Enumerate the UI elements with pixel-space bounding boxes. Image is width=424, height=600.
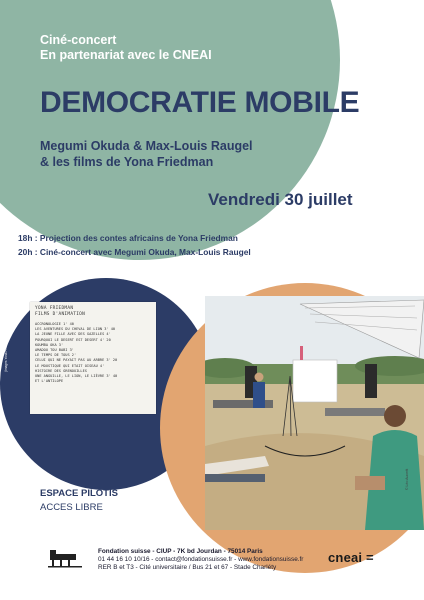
schedule-time: 18h : <box>18 233 38 243</box>
sheet-line: LE MOUSTIQUE QUI ETAIT OISEAU 4' <box>35 363 105 368</box>
schedule-list <box>18 231 251 259</box>
schedule-time: 20h : <box>18 247 38 257</box>
partnership-line: En partenariat avec le CNEAI <box>40 48 212 62</box>
outdoor-stage-photo <box>205 296 424 530</box>
footer-transport: RER B et T3 - Cité universitaire / Bus 21 et 67 - Stade Charléty <box>98 564 277 572</box>
artists-line: & les films de Yona Friedman <box>40 155 214 169</box>
schedule-item <box>18 231 251 245</box>
sheet-line: UNE ANGUILLE, LE LION, LE LIÈVRE 3' 40 <box>35 374 118 379</box>
entry-info: ACCES LIBRE <box>40 502 103 513</box>
page-title: DEMOCRATIE MOBILE <box>40 86 360 119</box>
sheet-image-credit: (Images Yona Friedman) <box>4 337 8 372</box>
concert-photo <box>205 296 424 530</box>
handwritten-film-list <box>30 302 156 414</box>
sheet-line: POURQUOI LE DESERT EST DESERT 4' 20 <box>35 337 111 342</box>
schedule-label: Projection des contes africains de Yona Friedman <box>39 233 238 243</box>
sheet-line: LES AVENTURES DU CHEVAL DE LION 3' 40 <box>35 327 116 332</box>
sheet-heading: FILMS D'ANIMATION <box>35 312 86 317</box>
sheet-line: LA JEUNE FILLE AVEC DES GAZELLES 4' <box>35 332 111 337</box>
photo-credit: © Léo Aucertt <box>405 468 409 490</box>
artists-line: Megumi Okuda & Max-Louis Raugel <box>40 139 253 153</box>
event-subtitle <box>40 33 212 63</box>
sheet-heading: YONA FRIEDMAN <box>35 306 74 311</box>
sheet-line: HISTOIRE DES GRENOUILLES <box>35 368 87 373</box>
cneai-logo: cneai = <box>328 550 374 565</box>
event-type: Ciné-concert <box>40 33 117 47</box>
sheet-line: CELUI QUI NE PAYAIT PAS AU ARBRE 3' 20 <box>35 358 118 363</box>
building-icon <box>48 548 82 568</box>
schedule-item <box>18 245 251 259</box>
footer-info <box>98 548 303 573</box>
sheet-line: AMADOU TOU BABI 3' <box>35 348 74 353</box>
footer-address: Fondation suisse - CIUP - 7K bd Jourdan - 75014 Paris <box>98 548 263 555</box>
event-date: Vendredi 30 juillet <box>208 190 353 209</box>
venue-name: ESPACE PILOTIS <box>40 488 118 499</box>
sheet-line: ET L'ANTILOPE <box>35 379 64 384</box>
footer-contact: 01 44 16 10 10/16 - contact@fondationsuisse.fr - www.fondationsuisse.fr <box>98 556 304 564</box>
schedule-label: Ciné-concert avec Megumi Okuda, Max-Louis Raugel <box>39 247 251 257</box>
sheet-line: ACCRONOLOGIE 1' 40 <box>35 322 74 326</box>
sheet-line: LE TEMPS DE TOUS 2' <box>35 353 77 358</box>
artists-block <box>40 138 253 170</box>
sheet-line: KOUMBA OKA 3' <box>35 342 64 347</box>
